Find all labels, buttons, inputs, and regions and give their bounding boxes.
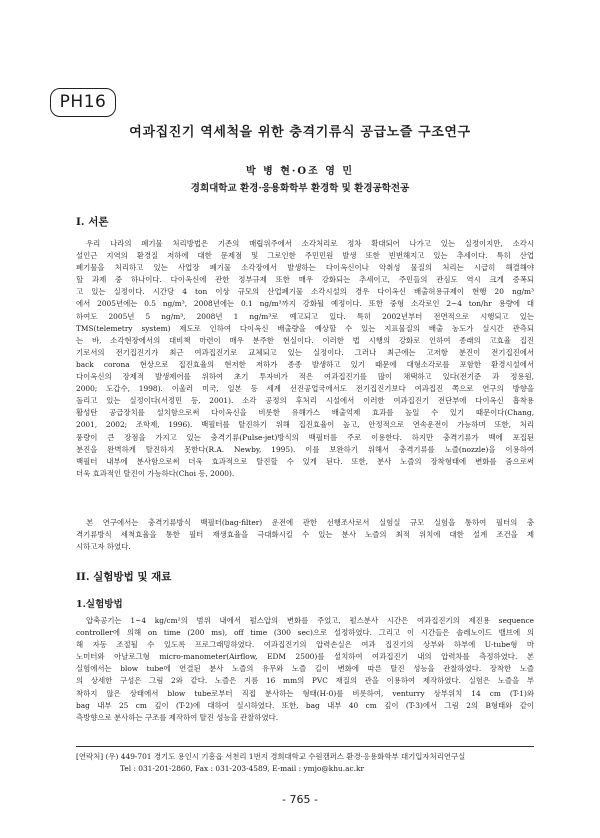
text-line: 시하고자 하였다. [76, 542, 131, 552]
text-line: 폐기물을 처리하고 있는 사업장 폐기물 소각장에서 발생하는 다이옥신이나 악취성 물질의 처리는 시급히 해결해야 [76, 263, 534, 273]
text-line: 풍량이 큰 장점을 가지고 있는 충격기류(Pulse-jet)방식의 백필터를 주로 이용한다. 하지만 충격기류가 백에 포집된 [76, 432, 534, 442]
section-heading-methods: II. 실험방법 및 재료 [76, 571, 172, 583]
text-line: 2000; 도갑수, 1998). 이울러 미국, 일본 등 세계 선진공업국에서도 전기집진기보다 여과집진 쪽으로 연구의 방향을 [76, 384, 534, 394]
text-line: 실험에서는 blow tube에 연결된 분사 노즐의 유무와 노즐 길이 변화에 따른 탈진 성능을 관찰하였다. 장착한 노즐 [76, 664, 534, 674]
text-line: 하여도 2005년 5 ng/m³, 2008년 1 ng/m³로 예고되고 있다. 특히 2002년부터 전면적으로 시행되고 있는 [76, 311, 534, 321]
text-line: 측방향으로 분사하는 구조를 제작하여 탈진 성능을 관찰하였다. [76, 712, 279, 722]
section-heading-introduction: I. 서론 [76, 216, 109, 228]
text-line: 돌리고 있는 실정이다(서정민 등, 2001). 소각 공정의 후처리 시설에서 이러한 여과집진기 전단부에 다이옥신 흡착용 [76, 396, 534, 406]
subsection-heading-methods: 1.실험방법 [76, 599, 123, 610]
text-line: back corona 현상으로 집진효율의 현저한 저하가 종종 발생하고 있기 때문에 대형소각로를 포함한 환경시설에서 [76, 359, 534, 369]
text-line: 는 바, 소각현장에서의 대비책 마련이 매우 분주한 현실이다. 이러한 법 시행의 강화로 인하여 종래의 고효율 집진 [76, 335, 534, 345]
contact-footnote [76, 751, 546, 775]
authors: 박 병 현·O조 영 민 [245, 166, 355, 177]
footnote-rule [76, 746, 534, 747]
text-line: bag 내부 25 cm 깊이 (T-2)에 대하여 실시하였다. 또한, bag 내부 40 cm 깊이 (T-3)에서 그림 2의 B형태와 같이 [76, 700, 534, 710]
introduction-paragraph-1 [76, 238, 534, 480]
text-line: 활성탄 공급장치를 설치함으로써 다이옥신을 비롯한 유해가스 배출억제 효과를 높일 수 있기 때문이다(Chang, [76, 408, 534, 418]
text-line: 에서 2005년에는 0.5 ng/m³, 2008년에는 0.1 ng/m³까지 강화될 예정이다. 또한 중형 소각로인 2~4 ton/hr 용량에 대 [76, 299, 534, 309]
text-line: 다이옥신의 장제적 발생제어를 위하여 초기 투자비가 적은 여과집진기를 많이 채택하고 있다(전기준 과 정용원, [76, 372, 534, 382]
text-line: 백필터 내부에 분사함으로써 더욱 효과적으로 탈진할 수 있게 된다. 또한, 분사 노즐의 장착형태에 변화를 줌으로써 [76, 456, 534, 466]
text-line: 2001, 2002; 조학제, 1996). 백필터를 탈진하기 위해 집진효율이 높고, 안정적으로 연속운전이 가능하며 또한, 처리 [76, 420, 534, 430]
footnote-address: [연락처] (우) 449-701 경기도 용인시 기흥읍 서천리 1번지 경희대학교 수원캠퍼스 환경·응용화학부 대기입자처리연구실 [76, 752, 466, 761]
text-line: TMS(telemetry system) 제도로 인하여 다이옥신 배출량을 예상할 수 있는 지표물질의 배출 농도가 실시간 관측되 [76, 323, 534, 333]
paper-title: 여과집진기 역세척을 위한 충격기류식 공급노즐 구조연구 [129, 125, 471, 140]
text-line: 분진을 완벽하게 탈진하지 못한다(R.A. Newby, 1995). 이를 보완하기 위해서 충격기류를 노즐(nozzle)을 이용하여 [76, 444, 534, 454]
text-line: 해 자동 조절될 수 있도록 프로그래밍하였다. 여과집진기의 압력손실은 여과 집진기의 상부와 하부에 U-tube형 마 [76, 640, 534, 650]
text-line: 착하지 않은 상태에서 blow tube로부터 직접 분사하는 형태(H-0)를 비롯하여, venturry 상부위치 14 cm (T-1)와 [76, 688, 534, 698]
paper-id-tag: PH16 [50, 88, 116, 117]
text-line: 기로서의 전기집진기가 최근 여과집진기로 교체되고 있는 실정이다. 그러나 최근에는 고저항 분진이 전기집진에서 [76, 347, 534, 357]
text-line: 노미터와 아날로그형 micro-manometer(Airflow, EDM 2500)를 설치하여 여과집진기 내의 압력차를 측정하였다. 본 [76, 652, 534, 662]
text-line: 할 과제 중 하나이다. 다이옥신에 관한 정부규제 또한 매우 강화되는 추세이고, 주민들의 관심도 역시 크게 증폭되 [76, 275, 534, 285]
footnote-contact: Tel : 031-201-2860, Fax : 031-203-4589, E-mail : ymjo@khu.ac.kr [120, 764, 365, 773]
text-line: 본 연구에서는 충격기류방식 백필터(bag-filter) 운전에 관한 선행조사로서 실험실 규모 실험을 통하여 필터의 충 [86, 518, 534, 527]
text-line: 우리 나라의 폐기물 처리방법은 기존의 매립위주에서 소각처리로 정차 확대되어 나가고 있는 실정이지만, 소각시 [86, 239, 534, 248]
introduction-paragraph-2 [76, 517, 534, 553]
text-line: 압축공기는 1~4 kg/cm²의 범위 내에서 펄스압의 변화를 주었고, 펄스분사 시간은 여과집진기의 제진용 sequence [86, 616, 534, 625]
text-line: controller에 의해 on time (200 ms), off time (300 sec)으로 설정하였다. 그리고 이 시간들은 솔레노이드 밸브에 의 [76, 628, 534, 638]
text-line: 고 있는 실정이다. 시간당 4 ton 이상 규모의 산업폐기물 소각시설의 경우 다이옥신 배출허용규제이 현행 20 ng/m³ [76, 287, 534, 297]
text-line: 의 상세한 구성은 그림 2와 같다. 노즐은 지름 16 mm의 PVC 재질의 관을 이용하여 제작하였다. 실험은 노즐을 부 [76, 676, 534, 686]
methods-paragraph-1 [76, 615, 534, 724]
page-number: - 765 - [282, 793, 318, 806]
text-line: 격기류방식 세척효율을 통한 필터 재생효율을 극대화시킬 수 있는 분사 노즐의 최적 위치에 대한 설계 조건을 제 [76, 530, 534, 540]
text-line: 설인근 지역의 환경질 저하에 대한 문제점 및 그로인한 주민민원 발생 또한 빈번해지고 있는 추세이다. 특히 산업 [76, 251, 534, 261]
text-line: 더욱 효과적인 탈진이 가능하다(Choi 등, 2000). [76, 468, 235, 478]
affiliation: 경희대학교 환경·응용화학부 환경학 및 환경공학전공 [190, 183, 410, 194]
